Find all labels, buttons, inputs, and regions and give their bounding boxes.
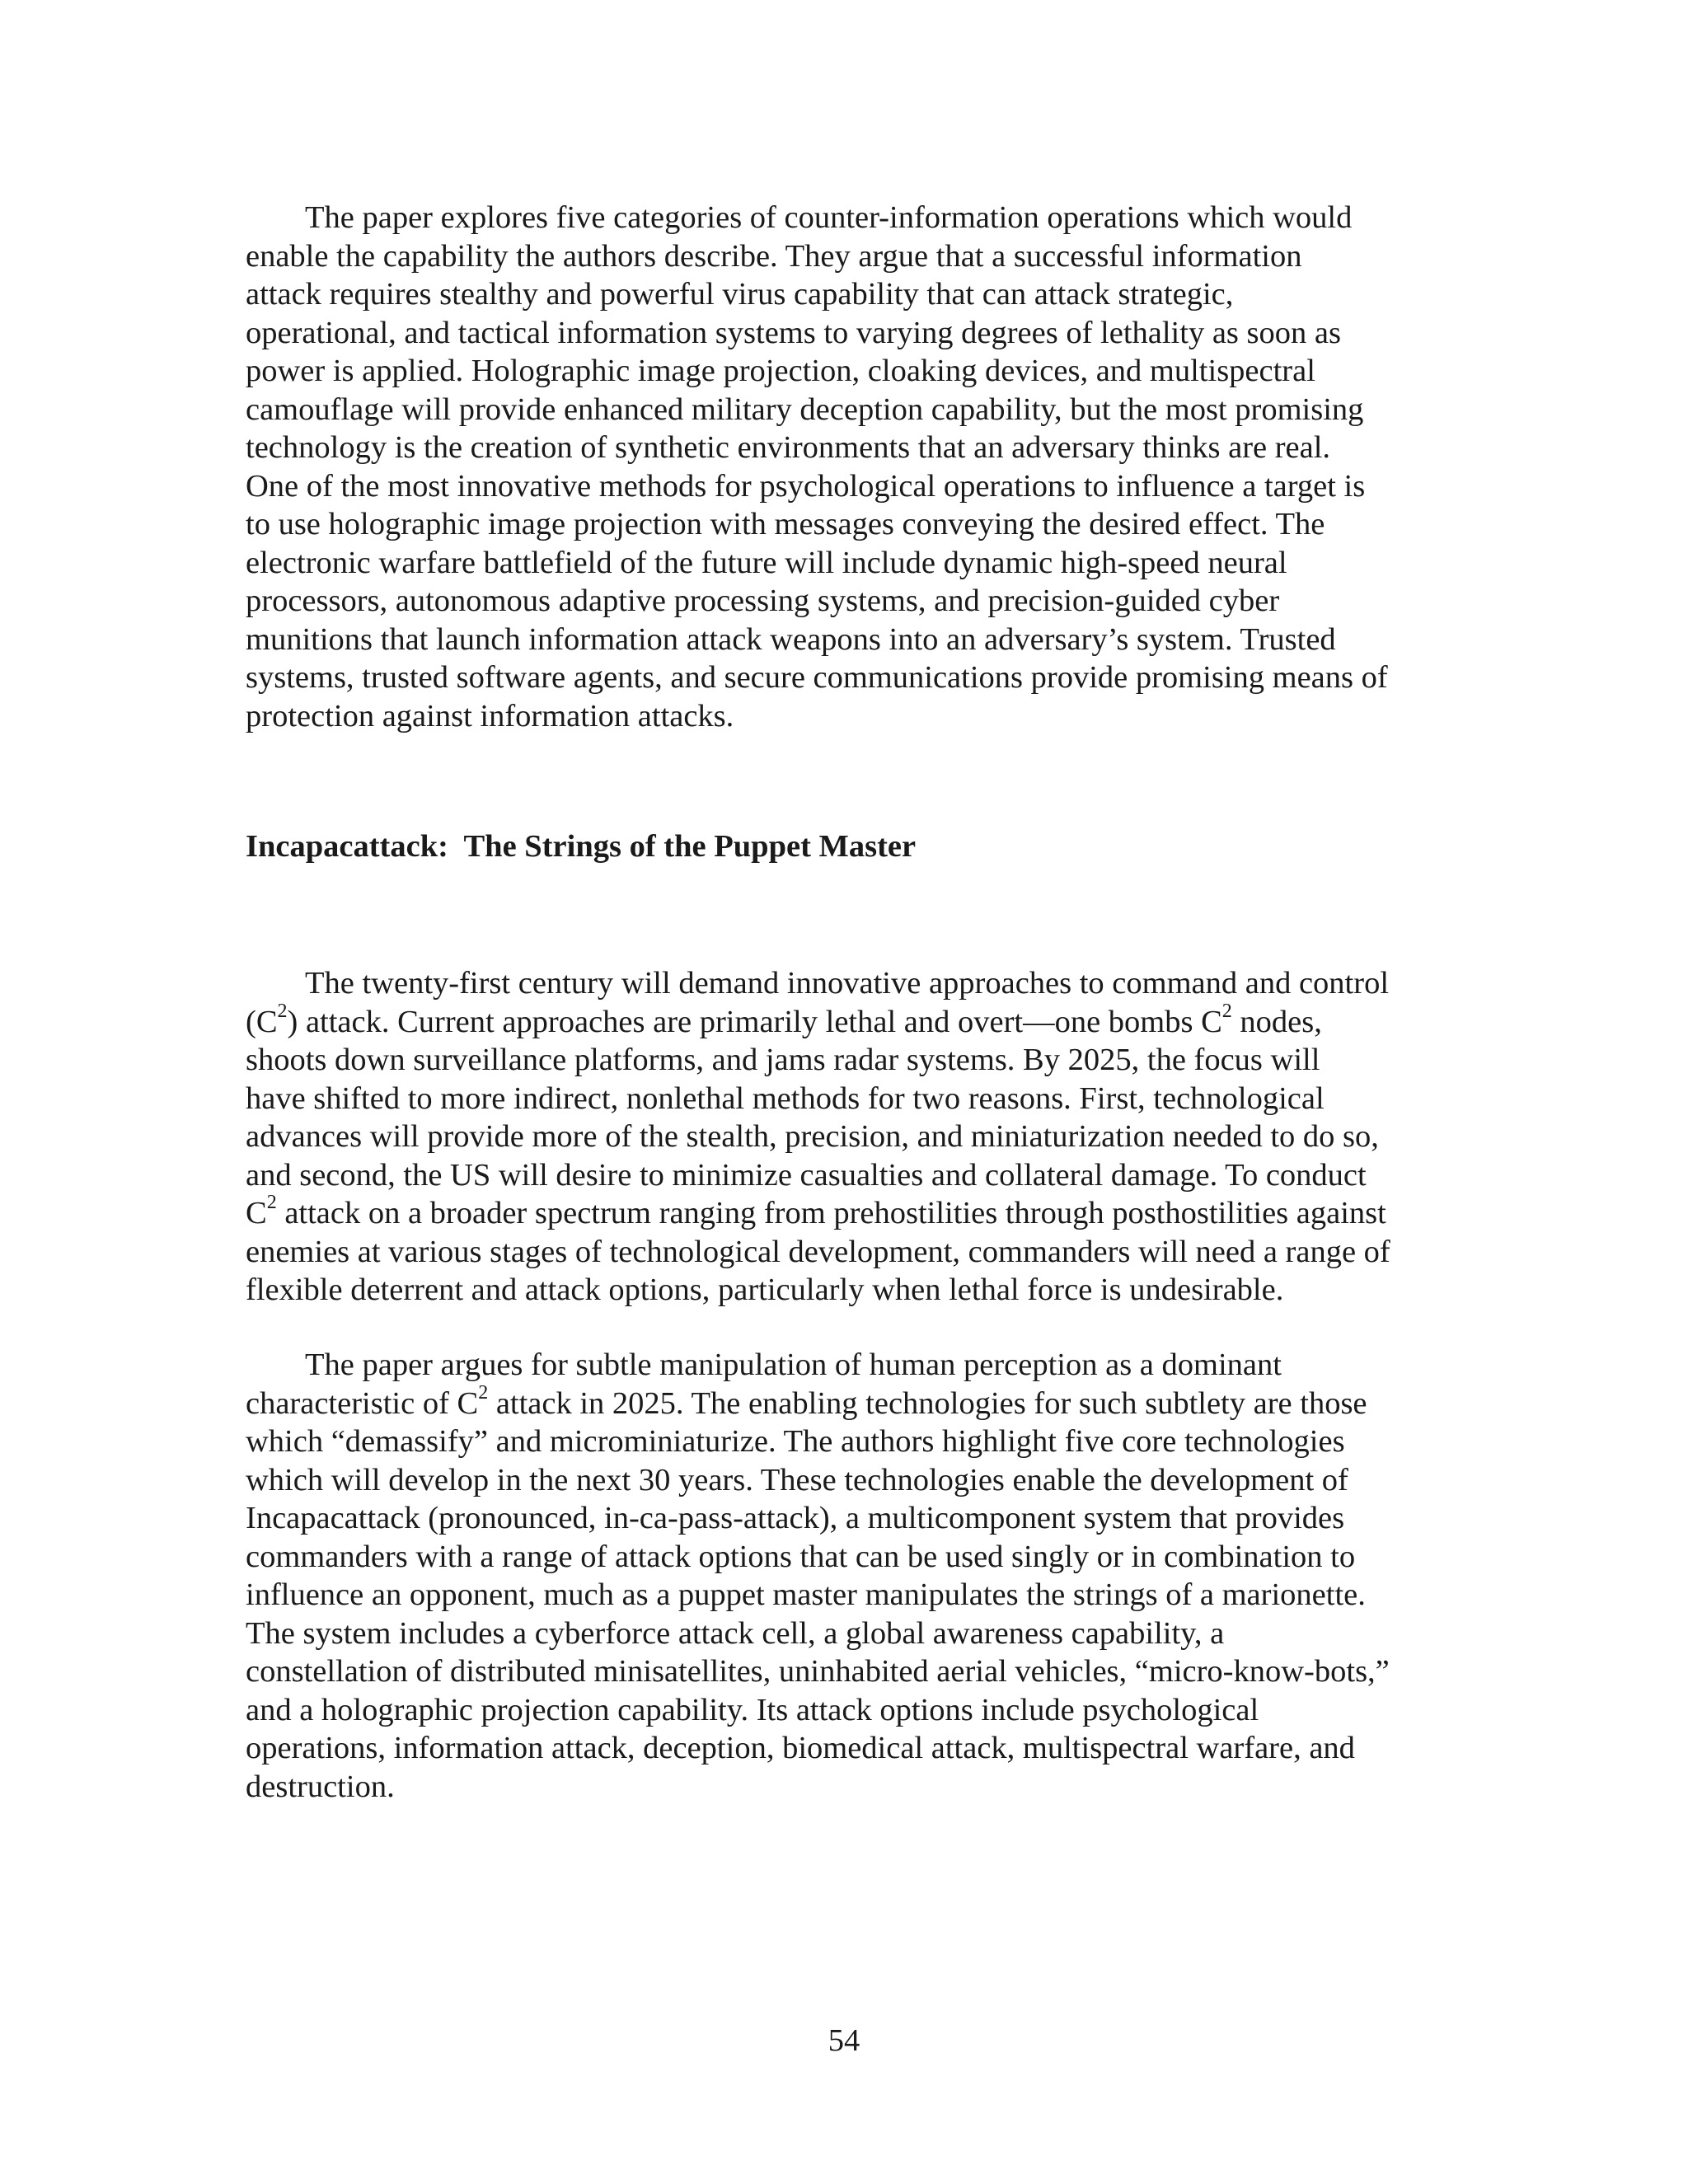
body-paragraph-3 bbox=[246, 1346, 1451, 1806]
text-line: munitions that launch information attack weapons into an adversary’s system. Trusted bbox=[246, 621, 1336, 657]
text-line: which will develop in the next 30 years. These technologies enable the development of bbox=[246, 1462, 1348, 1497]
text-line: which “demassify” and microminiaturize. The authors highlight five core technologies bbox=[246, 1424, 1345, 1459]
text-line: constellation of distributed minisatellites, uninhabited aerial vehicles, “micro-know-bots,” bbox=[246, 1654, 1390, 1689]
text-fragment: attack in 2025. The enabling technologies for such subtlety are those bbox=[488, 1385, 1367, 1421]
text-line: advances will provide more of the stealth, precision, and miniaturization needed to do so, bbox=[246, 1119, 1379, 1154]
text-line: enemies at various stages of technological development, commanders will need a range of bbox=[246, 1234, 1390, 1269]
text-line: influence an opponent, much as a puppet master manipulates the strings of a marionette. bbox=[246, 1577, 1366, 1612]
text-line: The paper argues for subtle manipulation of human perception as a dominant bbox=[305, 1347, 1282, 1382]
body-paragraph-2 bbox=[246, 964, 1451, 1310]
superscript: 2 bbox=[266, 1192, 277, 1214]
text-line bbox=[246, 1000, 1451, 1042]
text-line: attack requires stealthy and powerful virus capability that can attack strategic, bbox=[246, 277, 1234, 312]
text-fragment: C bbox=[246, 1196, 267, 1230]
text-line: power is applied. Holographic image projection, cloaking devices, and multispectral bbox=[246, 354, 1315, 388]
text-line: and second, the US will desire to minimize casualties and collateral damage. To conduct bbox=[246, 1157, 1367, 1193]
text-line: One of the most innovative methods for psychological operations to influence a target is bbox=[246, 468, 1366, 504]
text-line bbox=[246, 1194, 1451, 1233]
superscript: 2 bbox=[1221, 1000, 1232, 1022]
text-line: protection against information attacks. bbox=[246, 698, 734, 733]
superscript: 2 bbox=[277, 1000, 288, 1022]
text-line: Incapacattack (pronounced, in-ca-pass-attack), a multicomponent system that provides bbox=[246, 1501, 1345, 1535]
text-line: commanders with a range of attack options that can be used singly or in combination to bbox=[246, 1539, 1356, 1574]
text-line: enable the capability the authors describe. They argue that a successful information bbox=[246, 238, 1302, 274]
text-fragment: nodes, bbox=[1231, 1004, 1322, 1039]
superscript: 2 bbox=[478, 1381, 489, 1404]
text-line: processors, autonomous adaptive processing systems, and precision-guided cyber bbox=[246, 583, 1280, 618]
text-line: camouflage will provide enhanced military deception capability, but the most promising bbox=[246, 391, 1364, 427]
text-line: flexible deterrent and attack options, particularly when lethal force is undesirable. bbox=[246, 1272, 1284, 1307]
page-number: 54 bbox=[828, 2023, 860, 2058]
section-heading: Incapacattack: The Strings of the Puppet Master bbox=[246, 829, 917, 864]
text-line: The system includes a cyberforce attack cell, a global awareness capability, a bbox=[246, 1615, 1225, 1651]
text-line: and a holographic projection capability. Its attack options include psychological bbox=[246, 1692, 1259, 1727]
text-line: The twenty-first century will demand innovative approaches to command and control bbox=[305, 966, 1390, 1001]
text-line bbox=[246, 1381, 1451, 1423]
text-fragment: characteristic of C bbox=[246, 1385, 479, 1421]
text-line: technology is the creation of synthetic environments that an adversary thinks are real. bbox=[246, 430, 1331, 465]
text-line: electronic warfare battlefield of the future will include dynamic high-speed neural bbox=[246, 545, 1287, 580]
text-line: shoots down surveillance platforms, and jams radar systems. By 2025, the focus will bbox=[246, 1043, 1320, 1077]
body-paragraph-1 bbox=[246, 199, 1451, 735]
text-line: have shifted to more indirect, nonlethal methods for two reasons. First, technological bbox=[246, 1080, 1325, 1116]
text-line: operations, information attack, deception, biomedical attack, multispectral warfare, and bbox=[246, 1731, 1355, 1765]
text-line: destruction. bbox=[246, 1769, 395, 1804]
text-line: operational, and tactical information systems to varying degrees of lethality as soon as bbox=[246, 315, 1341, 350]
text-fragment: (C bbox=[246, 1004, 278, 1039]
text-line: systems, trusted software agents, and secure communications provide promising means of bbox=[246, 660, 1388, 695]
text-fragment: ) attack. Current approaches are primarily lethal and overt—one bombs C bbox=[287, 1004, 1222, 1039]
text-line: The paper explores five categories of counter-information operations which would bbox=[305, 200, 1353, 235]
text-fragment: attack on a broader spectrum ranging from prehostilities through posthostilities against bbox=[276, 1196, 1386, 1230]
text-line: to use holographic image projection with messages conveying the desired effect. The bbox=[246, 507, 1325, 541]
